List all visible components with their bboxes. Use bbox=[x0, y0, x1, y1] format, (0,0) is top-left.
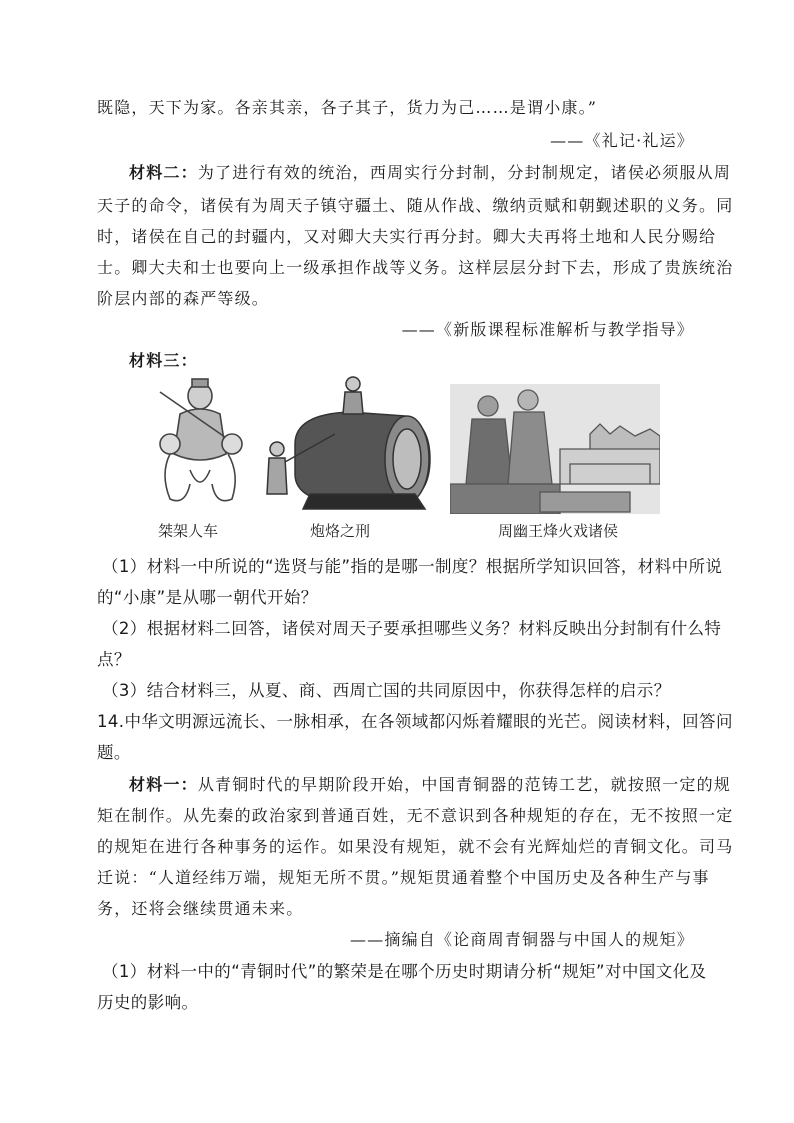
material2-line3: 时，诸侯在自己的封疆内，又对卿大夫实行再分封。卿大夫再将土地和人民分赐给 bbox=[97, 227, 717, 246]
quote-end-line: 既隐，天下为家。各亲其亲，各子其子，货力为己……是谓小康。” bbox=[97, 98, 598, 117]
q14-material1-source: ——摘编自《论商周青铜器与中国人的规矩》 bbox=[349, 930, 694, 949]
material3-label: 材料三： bbox=[129, 351, 198, 370]
illustration-caption-2: 炮烙之刑 bbox=[310, 522, 371, 540]
q14-1-line1: （1）材料一中的“青铜时代”的繁荣是在哪个历史时期请分析“规矩”对中国文化及 bbox=[102, 962, 707, 981]
material2-line2: 天子的命令，诸侯有为周天子镇守疆土、随从作战、缴纳贡赋和朝觐述职的义务。同 bbox=[97, 196, 734, 215]
material2-line1 bbox=[129, 160, 732, 183]
illustration-caption-1: 桀架人车 bbox=[158, 522, 219, 540]
q13-2-line2: 点？ bbox=[97, 650, 131, 669]
q14-material1-line5: 务，还将会继续贯通未来。 bbox=[97, 899, 304, 918]
q14-material1-line2: 矩在制作。从先秦的政治家到普通百姓，无不意识到各种规矩的存在，无不按照一定 bbox=[97, 806, 734, 825]
material2-source: ——《新版课程标准解析与教学指导》 bbox=[401, 320, 694, 339]
q14-material1-label: 材料一： bbox=[129, 775, 198, 794]
q13-1-line2: 的“小康”是从哪一朝代开始？ bbox=[97, 588, 318, 607]
quote-source: ——《礼记·礼运》 bbox=[550, 131, 694, 150]
q13-2-line1: （2）根据材料二回答，诸侯对周天子要承担哪些义务？材料反映出分封制有什么特 bbox=[102, 619, 722, 638]
material2-line4: 士。卿大夫和士也要向上一级承担作战等义务。这样层层分封下去，形成了贵族统治 bbox=[97, 258, 734, 277]
jie-riding-people-illustration bbox=[140, 374, 260, 514]
q14-material1-line1 bbox=[129, 772, 732, 795]
q14-1-line2: 历史的影响。 bbox=[97, 993, 199, 1012]
q14-material1-line3: 的规矩在进行各种事务的运作。如果没有规矩，就不会有光辉灿烂的青铜文化。司马 bbox=[97, 837, 734, 856]
q14-stem-line1: 14.中华文明源远流长、一脉相承，在各领域都闪烁着耀眼的光芒。阅读材料，回答问 bbox=[97, 712, 733, 731]
material2-label: 材料二： bbox=[129, 163, 198, 182]
q14-material1-line4: 迁说：“人道经纬万端，规矩无所不贯。”规矩贯通着整个中国历史及各种生产与事 bbox=[97, 868, 710, 887]
material3-illustrations bbox=[130, 374, 670, 544]
illustration-caption-3: 周幽王烽火戏诸侯 bbox=[498, 522, 619, 540]
q13-3: （3）结合材料三，从夏、商、西周亡国的共同原因中，你获得怎样的启示？ bbox=[102, 681, 671, 700]
q13-1-line1: （1）材料一中所说的“选贤与能”指的是哪一制度？根据所学知识回答，材料中所说 bbox=[102, 557, 723, 576]
q14-stem-line2: 题。 bbox=[97, 743, 131, 762]
q14-material1-text1: 从青铜时代的早期阶段开始，中国青铜器的范铸工艺，就按照一定的规 bbox=[197, 775, 732, 794]
material2-line5: 阶层内部的森严等级。 bbox=[97, 289, 270, 308]
material2-text1: 为了进行有效的统治，西周实行分封制，分封制规定，诸侯必须服从周 bbox=[197, 163, 732, 182]
paoluo-punishment-illustration bbox=[255, 374, 440, 514]
beacon-fire-illustration bbox=[450, 374, 660, 514]
